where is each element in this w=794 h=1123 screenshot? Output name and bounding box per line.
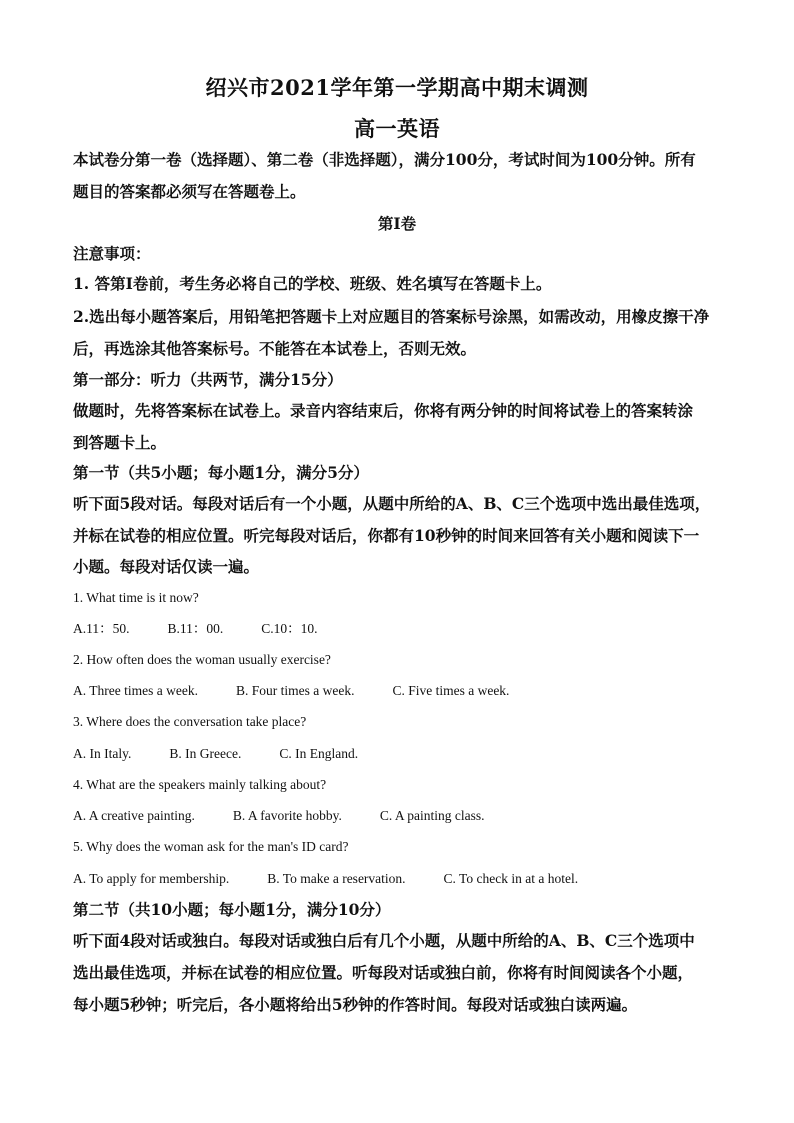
section2-desc-line-3: 每小题5秒钟；听完后，各小题将给出5秒钟的作答时间。每段对话或独白读两遍。 (73, 995, 638, 1014)
option-a: A. Three times a week. (73, 683, 198, 698)
intro-line-2: 题目的答案都必须写在答题卷上。 (73, 182, 306, 201)
part1-heading: 第一部分：听力（共两节，满分15分） (73, 370, 343, 389)
option-b: B. A favorite hobby. (232, 808, 342, 823)
part1-desc-line-2: 到答题卡上。 (73, 433, 167, 452)
section1-desc-line-2: 并标在试卷的相应位置。听完每段对话后，你都有10秒钟的时间来回答有关小题和阅读下一 (73, 526, 700, 545)
exam-title: 绍兴市2021学年第一学期高中期末调测 (205, 75, 589, 100)
option-b: B. To make a reservation. (267, 871, 406, 886)
option-a: A.11：50. (73, 621, 130, 636)
option-c: C. To check in at a hotel. (443, 871, 579, 886)
question-1: 1. What time is it now? (73, 590, 199, 605)
notice-heading: 注意事项： (73, 244, 151, 263)
exam-subject: 高一英语 (354, 116, 440, 141)
question-3-options (73, 745, 733, 763)
notice-item-2-line-2: 后，再选涂其他答案标号。不能答在本试卷上，否则无效。 (73, 339, 477, 358)
section1-desc-line-1: 听下面5段对话。每段对话后有一个小题，从题中所给的A、B、C三个选项中选出最佳选项， (73, 494, 711, 513)
notice-item-2-line-1: 2.选出每小题答案后，用铅笔把答题卡上对应题目的答案标号涂黑，如需改动，用橡皮擦干净 (73, 307, 710, 326)
question-2: 2. How often does the woman usually exercise? (73, 652, 331, 667)
option-a: A. A creative painting. (73, 808, 195, 823)
notice-item-1: 1. 答第Ⅰ卷前，考生务必将自己的学校、班级、姓名填写在答题卡上。 (73, 274, 552, 293)
intro-line-1: 本试卷分第一卷（选择题）、第二卷（非选择题），满分100分，考试时间为100分钟。所有 (73, 150, 696, 169)
section1-desc-line-3: 小题。每段对话仅读一遍。 (73, 557, 260, 576)
section2-heading: 第二节（共10小题；每小题1分，满分10分） (73, 900, 391, 919)
option-a: A. In Italy. (73, 746, 132, 761)
question-3: 3. Where does the conversation take place? (73, 714, 307, 729)
option-c: C. A painting class. (379, 808, 485, 823)
question-4: 4. What are the speakers mainly talking about? (73, 777, 327, 792)
question-5-options (73, 870, 733, 888)
section2-desc-line-2: 选出最佳选项，并标在试卷的相应位置。听每段对话或独白前，你将有时间阅读各个小题， (73, 963, 694, 982)
option-b: B.11：00. (167, 621, 224, 636)
option-c: C. Five times a week. (392, 683, 510, 698)
option-b: B. In Greece. (169, 746, 242, 761)
option-a: A. To apply for membership. (73, 871, 230, 886)
option-c: C. In England. (279, 746, 359, 761)
option-c: C.10：10. (261, 621, 318, 636)
question-1-options (73, 620, 733, 638)
volume-label: 第Ⅰ卷 (377, 214, 417, 233)
section1-heading: 第一节（共5小题；每小题1分，满分5分） (73, 463, 369, 482)
question-5: 5. Why does the woman ask for the man's ID card? (73, 839, 349, 854)
question-2-options (73, 682, 733, 700)
question-4-options (73, 807, 733, 825)
section2-desc-line-1: 听下面4段对话或独白。每段对话或独白后有几个小题，从题中所给的A、B、C三个选项中 (73, 931, 695, 950)
part1-desc-line-1: 做题时，先将答案标在试卷上。录音内容结束后，你将有两分钟的时间将试卷上的答案转涂 (73, 401, 694, 420)
option-b: B. Four times a week. (235, 683, 355, 698)
